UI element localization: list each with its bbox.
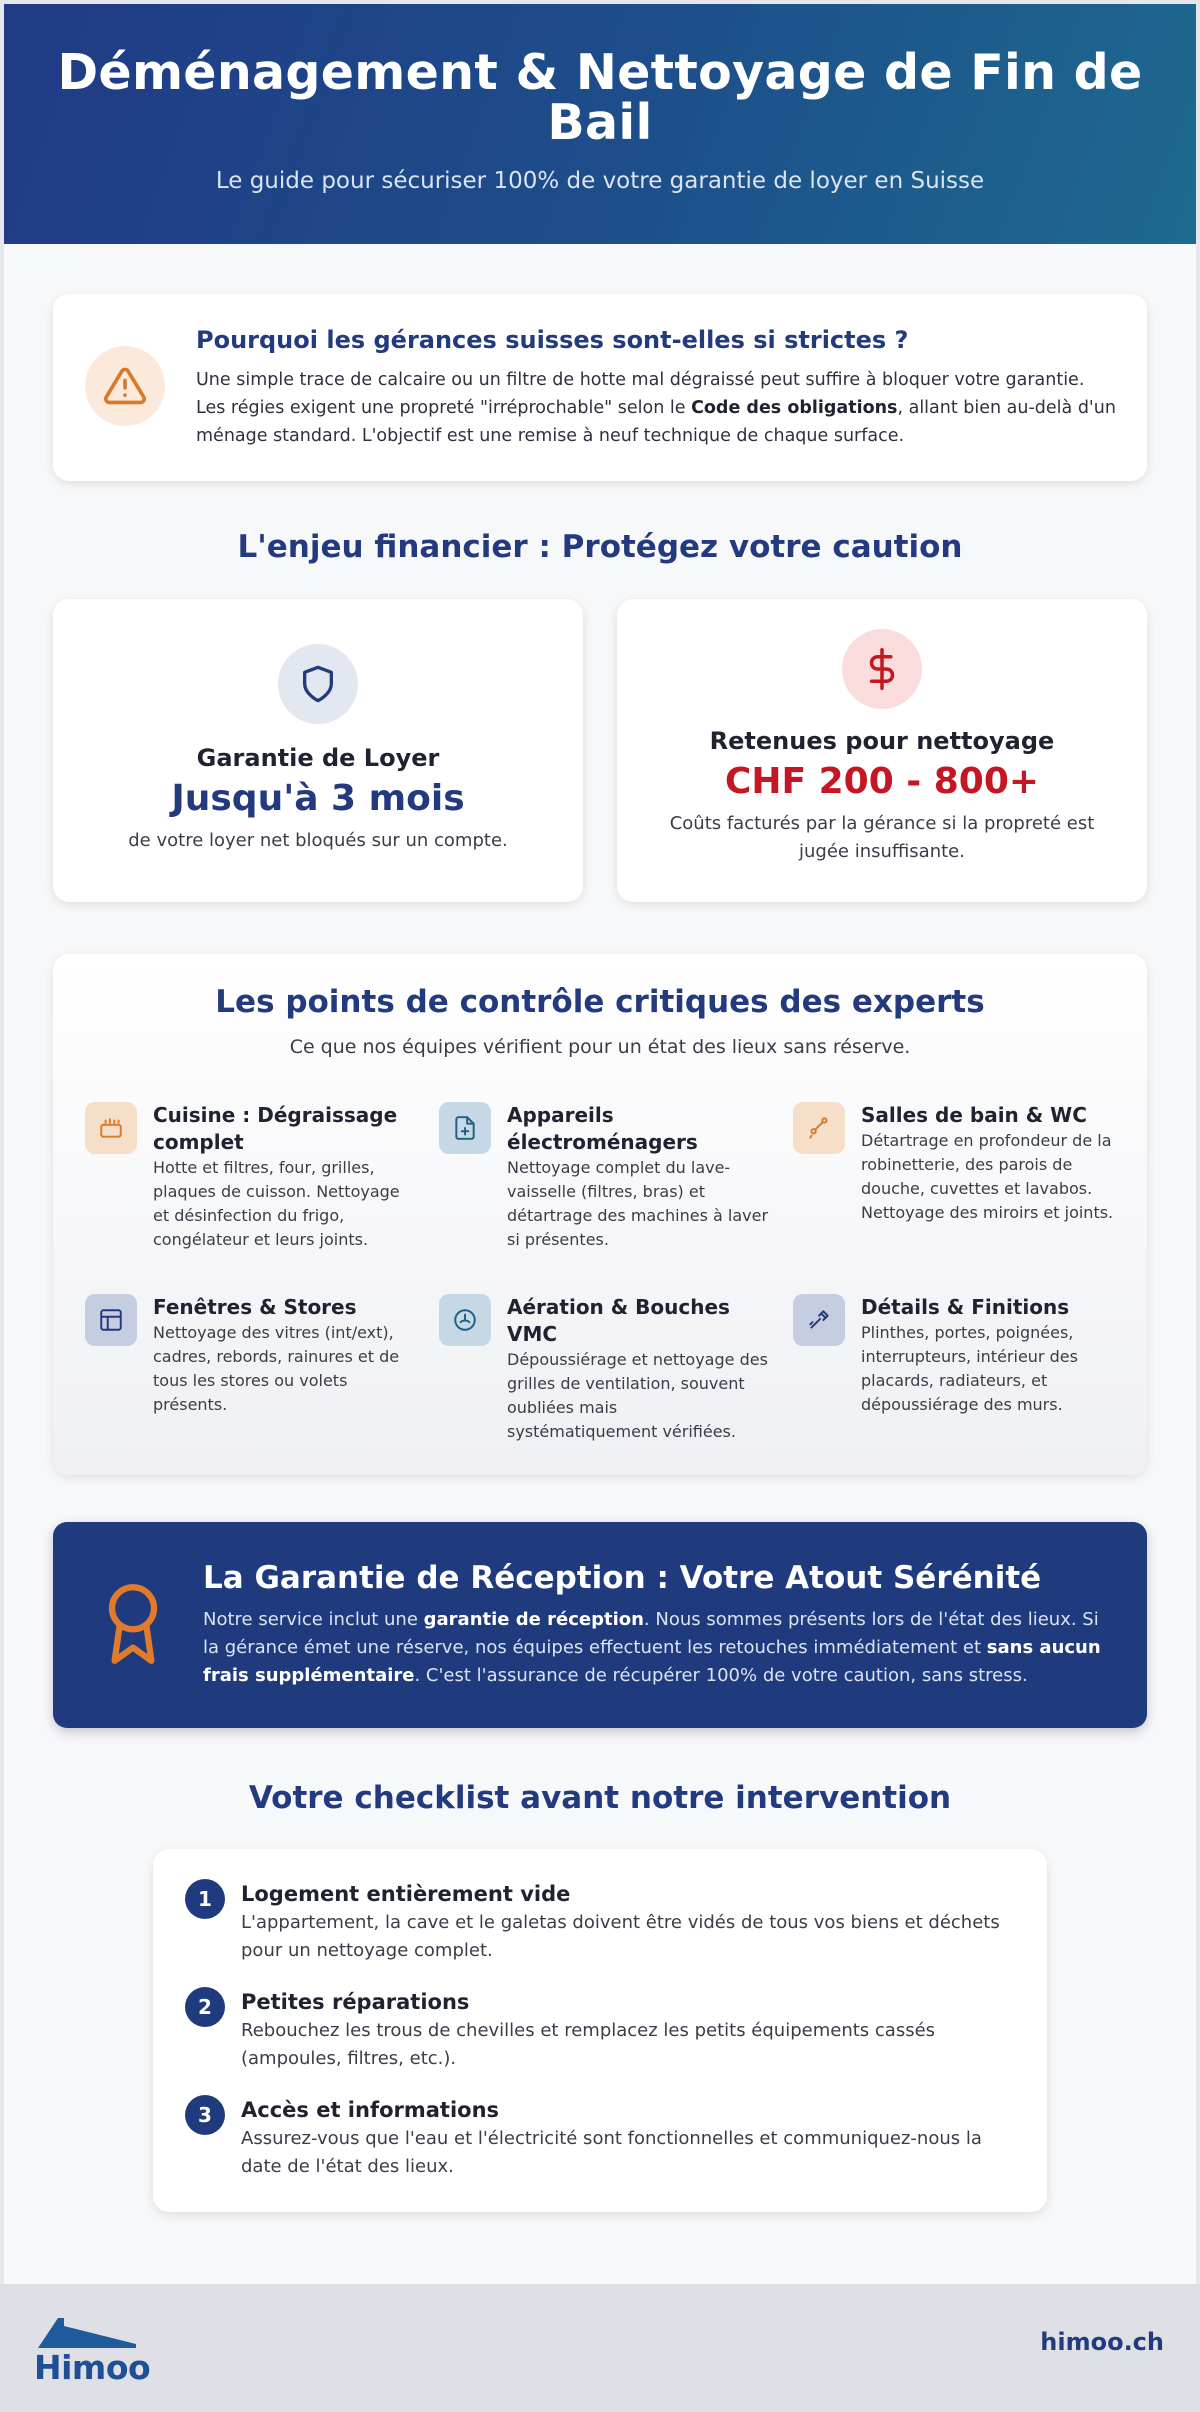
checkpoint-windows: Fenêtres & Stores Nettoyage des vitres (int/ext), cadres, rebords, rainures et de tous les stores ou volets présents. [85, 1294, 415, 1417]
checkpoint-bathroom: Salles de bain & WC Détartrage en profondeur de la robinetterie, des parois de douche, cuvettes et lavabos. Nettoyage des miroirs et joints. [793, 1102, 1123, 1225]
guarantee-title: La Garantie de Réception : Votre Atout Sérénité [203, 1560, 1042, 1596]
guarantee-text: Notre service inclut une garantie de réception. Nous sommes présents lors de l'état des lieux. Si la gérance émet une réserve, nos équipes effectuent les retouches immédiatement et sans aucun frais supplémentaire. C'est l'assurance de récupérer 100% de votre caution, sans stress. [203, 1609, 1101, 1686]
step-number: 3 [185, 2095, 225, 2135]
step-number: 2 [185, 1987, 225, 2027]
dollar-icon [842, 629, 922, 709]
shower-icon [793, 1102, 845, 1154]
deposit-card [53, 599, 583, 902]
checklist-card [153, 1849, 1047, 2212]
step-number: 1 [185, 1879, 225, 1919]
page-subtitle: Le guide pour sécuriser 100% de votre garantie de loyer en Suisse [215, 168, 985, 194]
vent-icon [439, 1294, 491, 1346]
deposit-label: Garantie de Loyer [196, 744, 440, 772]
checklist-item: 1 Logement entièrement vide L'appartement, la cave et le galetas doivent être vidés de tous vos biens et déchets pour un nettoyage complet. [185, 1879, 1015, 1965]
checklist-section-title: Votre checklist avant notre intervention [248, 1780, 952, 1816]
checkpoint-details: Détails & Finitions Plinthes, portes, poignées, interrupteurs, intérieur des placards, radiateurs, et dépoussiérage des murs. [793, 1294, 1123, 1417]
page [4, 4, 1196, 2284]
website-link[interactable]: himoo.ch [1040, 2328, 1164, 2356]
hero-banner [4, 4, 1196, 244]
retention-value: CHF 200 - 800+ [724, 761, 1040, 802]
retention-label: Retenues pour nettoyage [709, 727, 1055, 755]
deposit-value: Jusqu'à 3 mois [171, 778, 465, 819]
shield-icon [278, 644, 358, 724]
cooking-pot-icon [85, 1102, 137, 1154]
window-icon [85, 1294, 137, 1346]
page-title: Déménagement & Nettoyage de Fin de Bail [57, 44, 1143, 151]
cleaning-retention-card [617, 599, 1147, 902]
why-strict-card [53, 294, 1147, 481]
deposit-desc: de votre loyer net bloqués sur un compte. [128, 830, 508, 851]
checkpoint-appliances: Appareils électroménagers Nettoyage complet du lave-vaisselle (filtres, bras) et détartrage des machines à laver si présentes. [439, 1102, 769, 1252]
checklist-item: 3 Accès et informations Assurez-vous que l'eau et l'électricité sont fonctionnelles et communiquez-nous la date de l'état des lieux. [185, 2095, 1015, 2181]
experts-subtitle: Ce que nos équipes vérifient pour un état des lieux sans réserve. [289, 1036, 911, 1058]
warning-icon [85, 346, 165, 426]
appliance-file-icon [439, 1102, 491, 1154]
checklist-item: 2 Petites réparations Rebouchez les trous de chevilles et remplacez les petits équipements cassés (ampoules, filtres, etc.). [185, 1987, 1015, 2073]
experts-title: Les points de contrôle critiques des experts [215, 984, 985, 1020]
reception-guarantee-banner [53, 1522, 1147, 1728]
footer [0, 2284, 1200, 2412]
checkpoint-ventilation: Aération & Bouches VMC Dépoussiérage et nettoyage des grilles de ventilation, souvent oubliées mais systématiquement vérifiées. [439, 1294, 769, 1444]
checkpoint-kitchen: Cuisine : Dégraissage complet Hotte et filtres, four, grilles, plaques de cuisson. Nettoyage et désinfection du frigo, congélateur et leurs joints. [85, 1102, 415, 1252]
logo[interactable]: Himoo [34, 2348, 151, 2387]
financial-section-title: L'enjeu financier : Protégez votre caution [237, 529, 963, 565]
why-text: Une simple trace de calcaire ou un filtre de hotte mal dégraissé peut suffire à bloquer votre garantie. Les régies exigent une propreté "irréprochable" selon le Code des obligations, allant bien au-delà d'un ménage standard. L'objectif est une remise à neuf technique de chaque surface. [196, 370, 1116, 446]
experts-checkpoints-card [53, 954, 1147, 1475]
award-icon [101, 1582, 165, 1670]
why-title: Pourquoi les gérances suisses sont-elles si strictes ? [196, 326, 909, 354]
hammer-icon [793, 1294, 845, 1346]
retention-desc: Coûts facturés par la gérance si la propreté est jugée insuffisante. [669, 813, 1095, 862]
